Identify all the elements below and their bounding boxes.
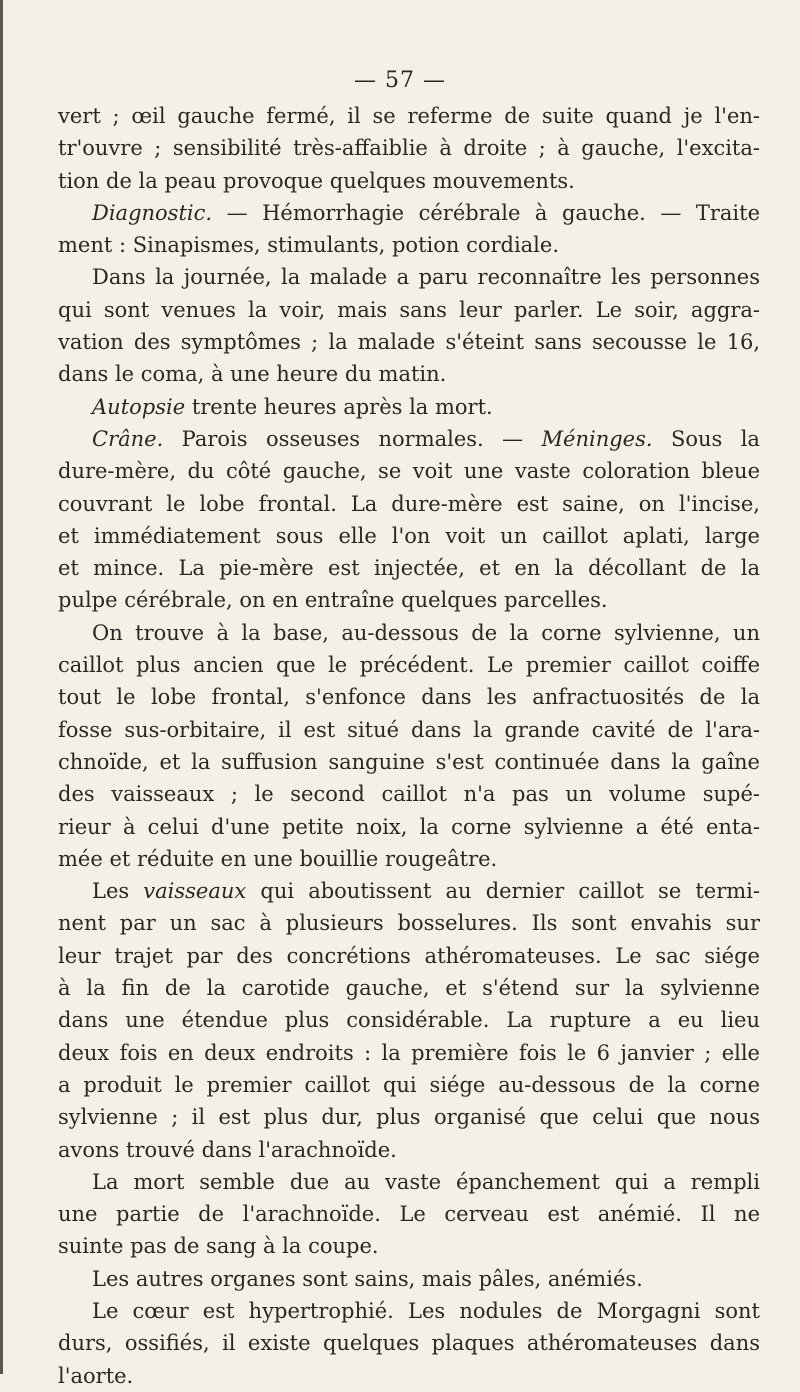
- text-line: [58, 423, 760, 455]
- text-span: Les: [92, 879, 130, 904]
- text-line: ment : Sinapismes, stimulants, potion cordiale.: [58, 233, 560, 258]
- text-line: dans une étendue plus considérable. La rupture a eu lieu: [58, 1008, 760, 1033]
- italic-term-vaisseaux: vaisseaux: [143, 879, 247, 904]
- text-line: et mince. La pie-mère est injectée, et en la décollant de la: [58, 556, 760, 581]
- text-line: leur trajet par des concrétions athéromateuses. Le sac siége: [58, 943, 760, 968]
- text-line: caillot plus ancien que le précédent. Le premier caillot coiffe: [58, 653, 760, 678]
- italic-heading-autopsie: Autopsie: [92, 394, 186, 419]
- text-line: tion de la peau provoque quelques mouvements.: [58, 168, 575, 193]
- text-line: et immédiatement sous elle l'on voit un caillot aplati, large: [58, 523, 760, 548]
- text-span: trente heures après la mort.: [191, 394, 493, 419]
- text-line: tr'ouvre ; sensibilité très-affaiblie à droite ; à gauche, l'excita-: [58, 136, 760, 161]
- text-line: tout le lobe frontal, s'enfonce dans les anfractuosités de la: [58, 685, 760, 710]
- text-line: l'aorte.: [58, 1363, 134, 1388]
- text-line: vert ; œil gauche fermé, il se referme de suite quand je l'en-: [58, 104, 760, 128]
- text-line: dure-mère, du côté gauche, se voit une vaste coloration bleue: [58, 459, 760, 484]
- text-line: Le cœur est hypertrophié. Les nodules de Morgagni sont: [92, 1298, 760, 1323]
- page-number: — 57 —: [354, 68, 446, 93]
- text-line: des vaisseaux ; le second caillot n'a pas un volume supé-: [58, 782, 760, 807]
- text-line: suinte pas de sang à la coupe.: [58, 1234, 379, 1259]
- text-line: rieur à celui d'une petite noix, la corne sylvienne a été enta-: [58, 814, 760, 839]
- text-line: couvrant le lobe frontal. La dure-mère est saine, on l'incise,: [58, 491, 760, 516]
- text-line: à la fin de la carotide gauche, et s'étend sur la sylvienne: [58, 976, 760, 1001]
- page-edge-shadow: [0, 0, 3, 1374]
- text-span: Parois osseuses normales. —: [181, 426, 524, 451]
- text-line: Dans la journée, la malade a paru reconnaître les personnes: [92, 265, 760, 290]
- text-line: dans le coma, à une heure du matin.: [58, 362, 447, 387]
- body-text: [58, 100, 760, 1392]
- text-line: [58, 197, 760, 229]
- text-line: La mort semble due au vaste épanchement qui a rempli: [92, 1169, 760, 1194]
- text-line: une partie de l'arachnoïde. Le cerveau est anémié. Il ne: [58, 1202, 760, 1227]
- italic-heading-meninges: Méninges.: [541, 426, 653, 451]
- text-span: — Hémorrhagie cérébrale à gauche. — Traite: [226, 200, 760, 225]
- text-line: [58, 391, 760, 423]
- text-line: Les autres organes sont sains, mais pâles, anémiés.: [92, 1266, 643, 1291]
- text-line: pulpe cérébrale, on en entraîne quelques parcelles.: [58, 588, 608, 613]
- text-line: [58, 875, 760, 907]
- text-line: On trouve à la base, au-dessous de la corne sylvienne, un: [92, 620, 760, 645]
- text-line: nent par un sac à plusieurs bosselures. Ils sont envahis sur: [58, 911, 760, 936]
- text-line: mée et réduite en une bouillie rougeâtre.: [58, 846, 498, 871]
- text-line: chnoïde, et la suffusion sanguine s'est continuée dans la gaîne: [58, 749, 760, 774]
- text-line: avons trouvé dans l'arachnoïde.: [58, 1137, 397, 1162]
- text-line: qui sont venues la voir, mais sans leur parler. Le soir, aggra-: [58, 297, 760, 322]
- text-line: a produit le premier caillot qui siége au-dessous de la corne: [58, 1072, 760, 1097]
- italic-heading-diagnostic: Diagnostic.: [92, 200, 213, 225]
- text-span: Sous la: [670, 426, 760, 451]
- text-line: durs, ossifiés, il existe quelques plaques athéromateuses dans: [58, 1331, 760, 1356]
- text-line: fosse sus-orbitaire, il est situé dans la grande cavité de l'ara-: [58, 717, 760, 742]
- text-line: sylvienne ; il est plus dur, plus organisé que celui que nous: [58, 1105, 760, 1130]
- text-line: vation des symptômes ; la malade s'éteint sans secousse le 16,: [58, 330, 760, 355]
- text-span: qui aboutissent au dernier caillot se termi-: [260, 879, 760, 904]
- italic-heading-crane: Crâne.: [92, 426, 164, 451]
- text-line: deux fois en deux endroits : la première fois le 6 janvier ; elle: [58, 1040, 760, 1065]
